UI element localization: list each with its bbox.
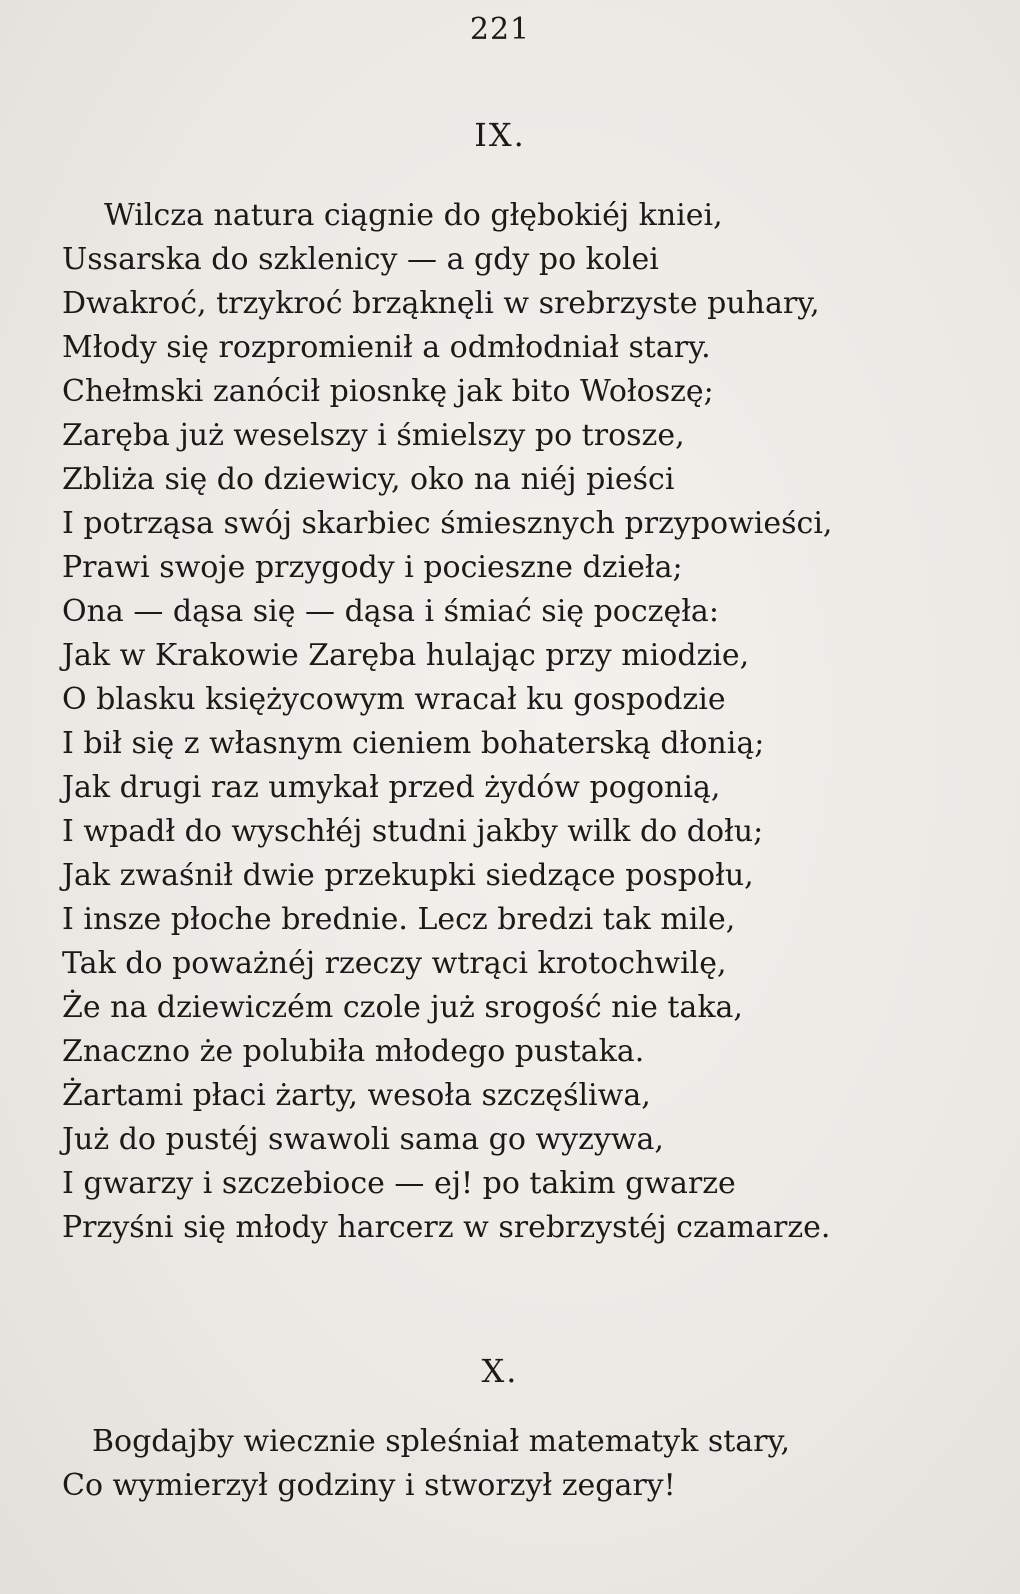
verse-line: Dwakroć, trzykroć brząknęli w srebrzyste puhary, <box>62 286 820 321</box>
verse-line: Młody się rozpromienił a odmłodniał stary. <box>62 330 711 365</box>
verse-line: Jak w Krakowie Zaręba hulając przy miodzie, <box>62 638 750 673</box>
verse-line: Jak drugi raz umykał przed żydów pogonią, <box>62 770 721 805</box>
verse-line: Przyśni się młody harcerz w srebrzystéj czamarze. <box>62 1210 831 1245</box>
verse-line: I bił się z własnym cieniem bohaterską dłonią; <box>62 726 765 761</box>
verse-line: I potrząsa swój skarbiec śmiesznych przypowieści, <box>62 506 833 541</box>
verse-line: I wpadł do wyschłéj studni jakby wilk do dołu; <box>62 814 764 849</box>
verse-line: Tak do poważnéj rzeczy wtrąci krotochwilę, <box>62 946 727 981</box>
page-number: 221 <box>469 12 531 47</box>
verse-line: Jak zwaśnił dwie przekupki siedzące pospołu, <box>62 858 754 893</box>
section-heading-x: X. <box>481 1352 519 1390</box>
verse-line: Chełmski zanócił piosnkę jak bito Wołoszę; <box>62 374 714 409</box>
section-heading-ix: IX. <box>474 116 526 154</box>
verse-line: Żartami płaci żarty, wesoła szczęśliwa, <box>62 1078 651 1113</box>
verse-line: Zaręba już weselszy i śmielszy po trosze, <box>62 418 685 453</box>
verse-line: Już do pustéj swawoli sama go wyzywa, <box>62 1122 664 1157</box>
verse-line: Znaczno że polubiła młodego pustaka. <box>62 1034 645 1069</box>
verse-line: Co wymierzył godziny i stworzył zegary! <box>62 1468 676 1503</box>
verse-line: Wilcza natura ciągnie do głębokiéj kniei, <box>104 198 723 233</box>
verse-line: Ussarska do szklenicy — a gdy po kolei <box>62 242 659 277</box>
verse-line: Zbliża się do dziewicy, oko na niéj pieści <box>62 462 675 497</box>
verse-line: Że na dziewiczém czole już srogość nie taka, <box>62 990 743 1025</box>
verse-line: Prawi swoje przygody i pocieszne dzieła; <box>62 550 683 585</box>
verse-line: Bogdajby wiecznie spleśniał matematyk stary, <box>92 1424 791 1459</box>
poem-section-ix <box>0 194 1000 1250</box>
verse-line: I insze płoche brednie. Lecz bredzi tak mile, <box>62 902 736 937</box>
verse-line: Ona — dąsa się — dąsa i śmiać się poczęła: <box>62 594 719 629</box>
verse-line: O blasku księżycowym wracał ku gospodzie <box>62 682 726 717</box>
verse-line: I gwarzy i szczebioce — ej! po takim gwarze <box>62 1166 736 1201</box>
poem-section-x <box>0 1420 1000 1508</box>
